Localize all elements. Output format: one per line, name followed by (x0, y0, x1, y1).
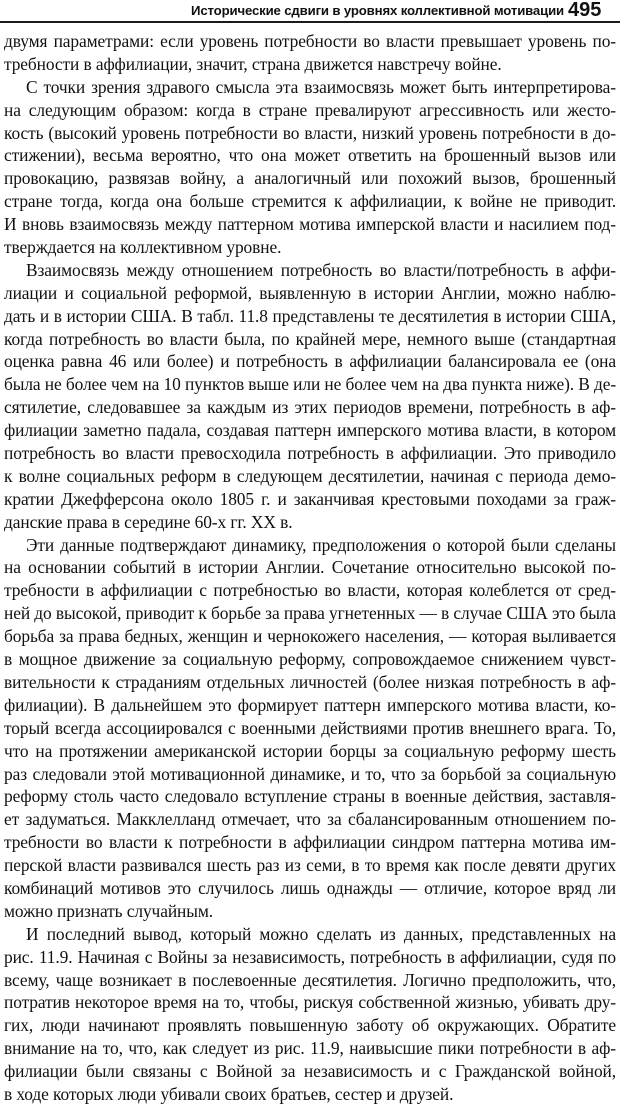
text-line: филиации). В дальнейшем это формирует паттерн имперского мотива власти, ко- (4, 694, 616, 715)
text-line: сятилетие, следовавшее за каждым из этих периодов времени, потребность в аф- (4, 397, 616, 418)
text-line: в мощное движение за социальную реформу, сопровождаемое снижением чувст- (4, 649, 616, 670)
text-line: требности в аффилиации, значит, страна движется навстречу войне. (4, 53, 502, 74)
text-line: С точки зрения здравого смысла эта взаимосвязь может быть интерпретирова- (26, 76, 616, 97)
text-line: Взаимосвязь между отношением потребность во власти/потребность в аффи- (26, 259, 616, 280)
text-line: данские права в середине 60-х гг. XX в. (4, 511, 293, 532)
text-line: когда потребность во власти была, по крайней мере, немного выше (стандартная (4, 328, 616, 349)
text-line: ней до высокой, приводит к борьбе за права угнетенных — в случае США это была (4, 603, 616, 624)
text-line: вительности к страданиям отдельных личностей (более низкая потребность в аф- (4, 671, 616, 692)
paragraph (4, 30, 616, 76)
paragraph (4, 259, 616, 534)
text-line: торый всегда ассоциировался с военными действиями против внешнего врага. То, (4, 717, 616, 738)
running-header (0, 0, 620, 24)
text-line: провокацию, развязав войну, а аналогичный или похожий вызов, брошенный (4, 168, 616, 189)
text-line: кратии Джефферсона около 1805 г. и заканчивая крестовыми походами за граж- (4, 488, 616, 509)
text-line: двумя параметрами: если уровень потребности во власти превышает уровень по- (4, 31, 616, 51)
text-line: тверждается на коллективном уровне. (4, 237, 282, 258)
text-line: рис. 11.9. Начиная с Войны за независимость, потребность в аффилиации, судя по (4, 946, 616, 967)
text-line: гих, люди начинают проявлять повышенную заботу об окружающих. Обратите (4, 1015, 616, 1036)
text-line: ет задуматься. Макклелланд отмечает, что за сбалансированным отношением по- (4, 809, 616, 830)
text-line: требности во власти к потребности в аффилиации синдром паттерна мотива им- (4, 832, 616, 853)
text-line: реформу столь часто следовало вступление страны в военные действия, заставля- (4, 786, 616, 807)
text-line: борьба за права бедных, женщин и чернокожего населения, — которая выливается (4, 626, 616, 647)
text-line: филиации были связаны с Войной за независимость и с Гражданской войной, (4, 1061, 616, 1082)
text-line: на основании событий в истории Англии. Сочетание относительно высокой по- (4, 557, 616, 578)
text-line: филиации заметно падала, создавая паттерн имперского мотива власти, в котором (4, 420, 616, 441)
text-line: стижении), весьма вероятно, что она может ответить на брошенный вызов или (4, 145, 616, 166)
body-text (4, 30, 616, 1106)
text-line: требности в аффилиации с потребностью во власти, которая колеблется от сред- (4, 580, 616, 601)
running-header-title: Исторические сдвиги в уровнях коллективной мотивации (191, 3, 564, 18)
text-line: Эти данные подтверждают динамику, предположения о которой были сделаны (26, 534, 616, 555)
text-line: И последний вывод, который можно сделать из данных, представленных на (26, 923, 616, 944)
text-line: лиации и социальной реформой, выявленную в истории Англии, можно наблю- (4, 282, 616, 303)
text-line: всему, чаще возникает в послевоенные десятилетия. Логично предположить, что, (4, 969, 616, 990)
text-line: кость (высокий уровень потребности во власти, низкий уровень потребности в до- (4, 122, 616, 143)
text-line: внимание на то, что, как следует из рис. 11.9, наивысшие пики потребности в аф- (4, 1038, 616, 1059)
page-number: 495 (568, 0, 602, 21)
text-line: дать и в истории США. В табл. 11.8 представлены те десятилетия в истории США, (4, 305, 616, 326)
text-line: потратив некоторое время на то, чтобы, рискуя собственной жизнью, убивать дру- (4, 992, 616, 1013)
text-line: потребность во власти превосходила потребность в аффилиации. Это приводило (4, 443, 616, 464)
paragraph (4, 923, 616, 1106)
text-line: стране тогда, когда она больше стремится к аффилиации, к войне не приводит. (4, 191, 616, 212)
text-line: перской власти развивался шесть раз из семи, в то время как после девяти других (4, 855, 616, 876)
header-rule (0, 21, 620, 23)
text-line: что на протяжении американской истории борцы за социальную реформу шесть (4, 740, 616, 761)
text-line: в ходе которых люди убивали своих братьев, сестер и друзей. (4, 1083, 454, 1104)
text-line: комбинаций мотивов это случилось лишь однажды — отличие, которое вряд ли (4, 877, 616, 898)
text-line: И вновь взаимосвязь между паттерном мотива имперской власти и насилием под- (4, 214, 616, 235)
text-line: была не более чем на 10 пунктов выше или не более чем на два пункта ниже). В де- (4, 374, 616, 395)
text-line: на следующим образом: когда в стране превалируют агрессивность или жесто- (4, 99, 616, 120)
paragraph (4, 76, 616, 259)
text-line: раз следовали этой мотивационной динамике, и то, что за борьбой за социальную (4, 763, 616, 784)
text-line: к волне социальных реформ в следующем десятилетии, начиная с периода демо- (4, 465, 616, 486)
paragraph (4, 534, 616, 923)
text-line: оценка равна 46 или более) и потребность в аффилиации балансировала ее (она (4, 351, 616, 372)
text-line: можно признать случайным. (4, 900, 213, 921)
